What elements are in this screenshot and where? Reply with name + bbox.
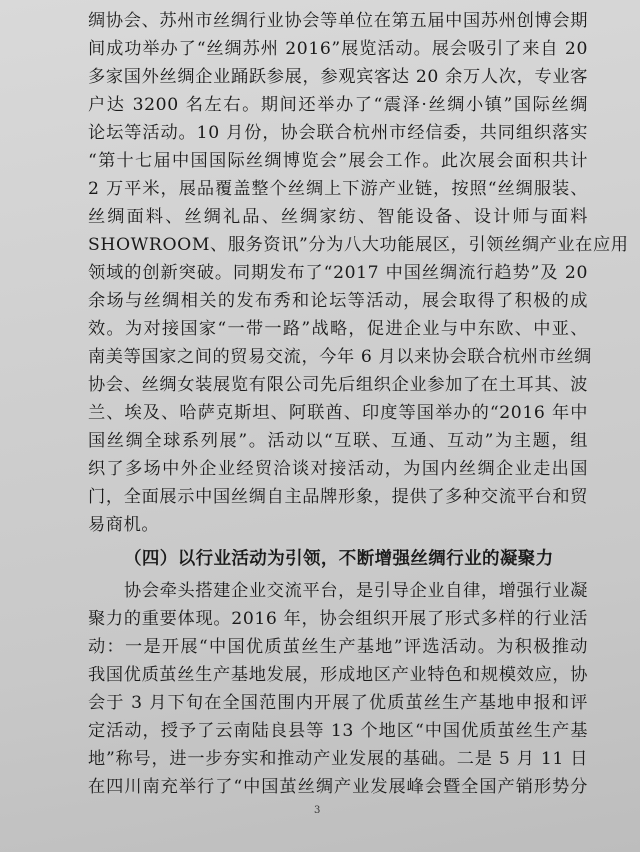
paragraph-line: SHOWROOM、服务资讯”分为八大功能展区，引领丝绸产业在应用	[88, 235, 629, 255]
paragraph-line: 我国优质茧丝生产基地发展，形成地区产业特色和规模效应，协	[88, 665, 588, 685]
section-heading: （四）以行业活动为引领，不断增强丝绸行业的凝聚力	[124, 549, 554, 569]
paragraph-line: 间成功举办了“丝绸苏州 2016”展览活动。展会吸引了来自 20	[88, 39, 588, 59]
paragraph-line: 在四川南充举行了“中国茧丝绸产业发展峰会暨全国产销形势分	[88, 777, 588, 797]
paragraph-line: 户达 3200 名左右。期间还举办了“震泽·丝绸小镇”国际丝绸	[88, 95, 588, 115]
paragraph-line: 协会、丝绸女装展览有限公司先后组织企业参加了在土耳其、波	[88, 375, 588, 395]
paragraph-line: 门，全面展示中国丝绸自主品牌形象，提供了多种交流平台和贸	[88, 487, 588, 507]
paragraph-line: 多家国外丝绸企业踊跃参展，参观宾客达 20 余万人次，专业客	[88, 67, 588, 87]
paragraph-line: 易商机。	[88, 515, 160, 535]
paragraph-line: 论坛等活动。10 月份，协会联合杭州市经信委，共同组织落实	[88, 123, 588, 143]
paragraph-line: 聚力的重要体现。2016 年，协会组织开展了形式多样的行业活	[88, 609, 588, 629]
paragraph-line: 协会牵头搭建企业交流平台，是引导企业自律，增强行业凝	[124, 581, 588, 601]
paragraph-line: 地”称号，进一步夯实和推动产业发展的基础。二是 5 月 11 日	[88, 749, 588, 769]
paragraph-line: 织了多场中外企业经贸洽谈对接活动，为国内丝绸企业走出国	[88, 459, 588, 479]
paragraph-line: “第十七届中国国际丝绸博览会”展会工作。此次展会面积共计	[88, 151, 588, 171]
paragraph-line: 兰、埃及、哈萨克斯坦、阿联酋、印度等国举办的“2016 年中	[88, 403, 588, 423]
paragraph-line: 效。为对接国家“一带一路”战略，促进企业与中东欧、中亚、	[88, 319, 588, 339]
paragraph-line: 2 万平米，展品覆盖整个丝绸上下游产业链，按照“丝绸服装、	[88, 179, 588, 199]
paragraph-line: 南美等国家之间的贸易交流，今年 6 月以来协会联合杭州市丝绸	[88, 347, 592, 367]
paragraph-line: 丝绸面料、丝绸礼品、丝绸家纺、智能设备、设计师与面料	[88, 207, 588, 227]
paragraph-line: 余场与丝绸相关的发布秀和论坛等活动，展会取得了积极的成	[88, 291, 588, 311]
paragraph-line: 定活动，授予了云南陆良县等 13 个地区“中国优质茧丝生产基	[88, 721, 588, 741]
paragraph-line: 领域的创新突破。同期发布了“2017 中国丝绸流行趋势”及 20	[88, 263, 588, 283]
paragraph-line: 绸协会、苏州市丝绸行业协会等单位在第五届中国苏州创博会期	[88, 11, 588, 31]
paragraph-line: 会于 3 月下旬在全国范围内开展了优质茧丝生产基地申报和评	[88, 693, 588, 713]
paragraph-line: 动：一是开展“中国优质茧丝生产基地”评选活动。为积极推动	[88, 637, 588, 657]
page-number: 3	[314, 805, 321, 816]
paragraph-line: 国丝绸全球系列展”。活动以“互联、互通、互动”为主题，组	[88, 431, 588, 451]
